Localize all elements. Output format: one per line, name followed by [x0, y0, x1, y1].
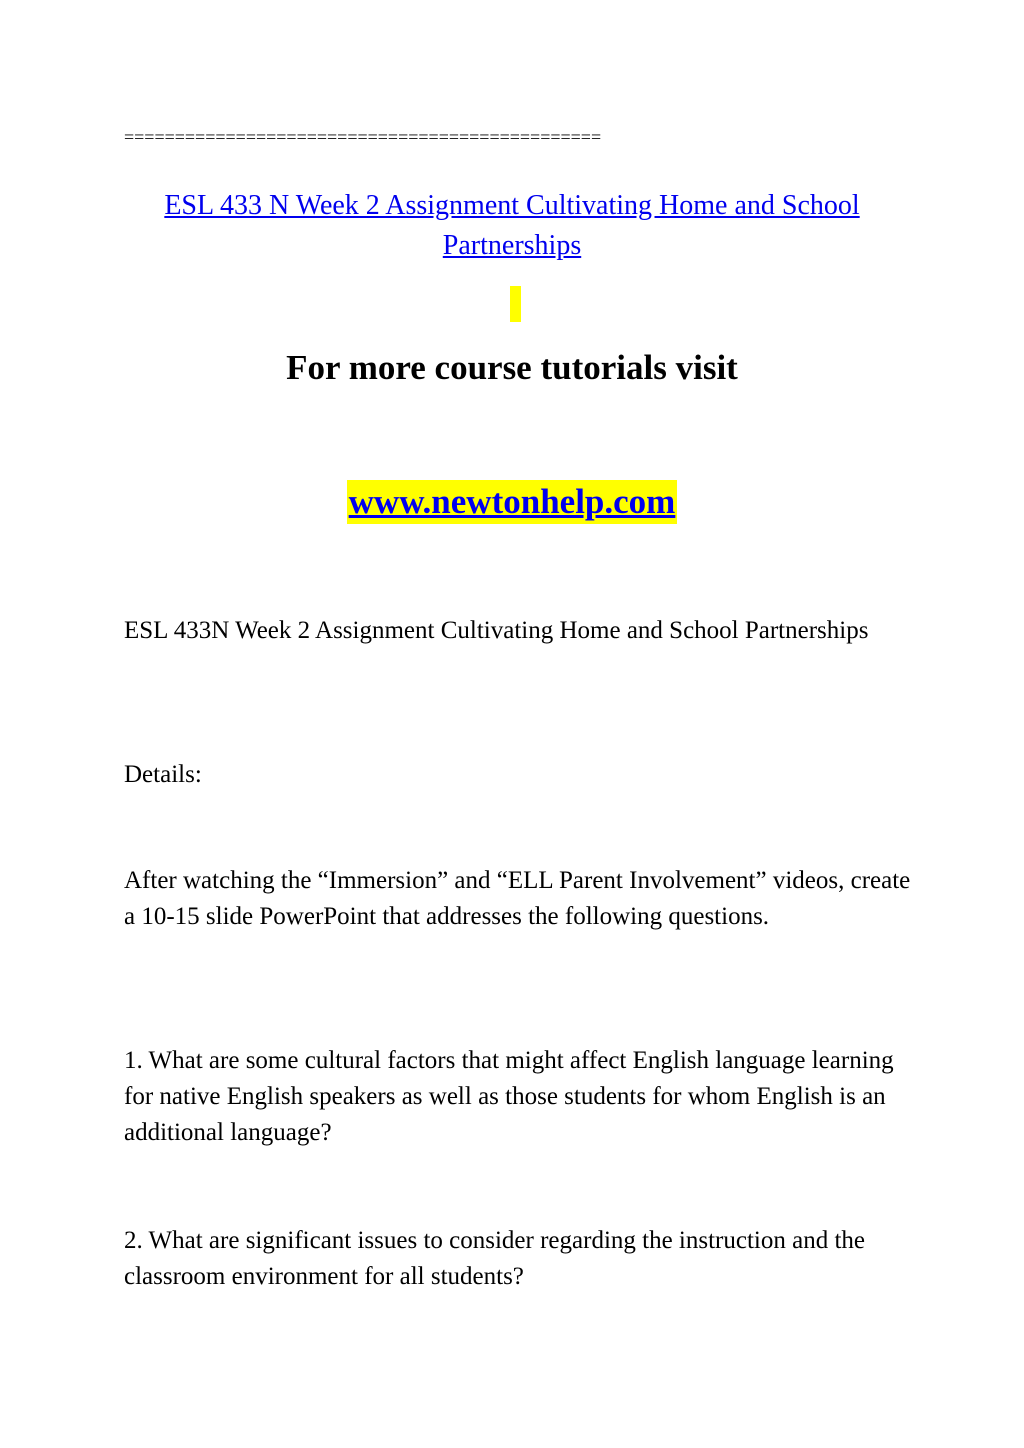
site-link-container	[0, 480, 1024, 524]
site-link[interactable]: www.newtonhelp.com	[347, 480, 678, 524]
instructions-paragraph: After watching the “Immersion” and “ELL Parent Involvement” videos, create a 10-15 slide PowerPoint that addresses the following questions.	[124, 867, 911, 930]
course-title: ESL 433N Week 2 Assignment Cultivating Home and School Partnerships	[124, 617, 869, 644]
question-2: 2. What are significant issues to consider regarding the instruction and the classroom environment for all students?	[124, 1227, 866, 1290]
title-link[interactable]: ESL 433 N Week 2 Assignment Cultivating Home and School Partnerships	[164, 190, 860, 261]
tutorial-heading: For more course tutorials visit	[286, 348, 738, 387]
separator-line: ===============================================	[124, 127, 602, 147]
question-1: 1. What are some cultural factors that might affect English language learning for native English speakers as well as those students for whom English is an additional language?	[124, 1047, 894, 1146]
highlight-marker	[510, 286, 521, 322]
details-label: Details:	[124, 761, 202, 788]
